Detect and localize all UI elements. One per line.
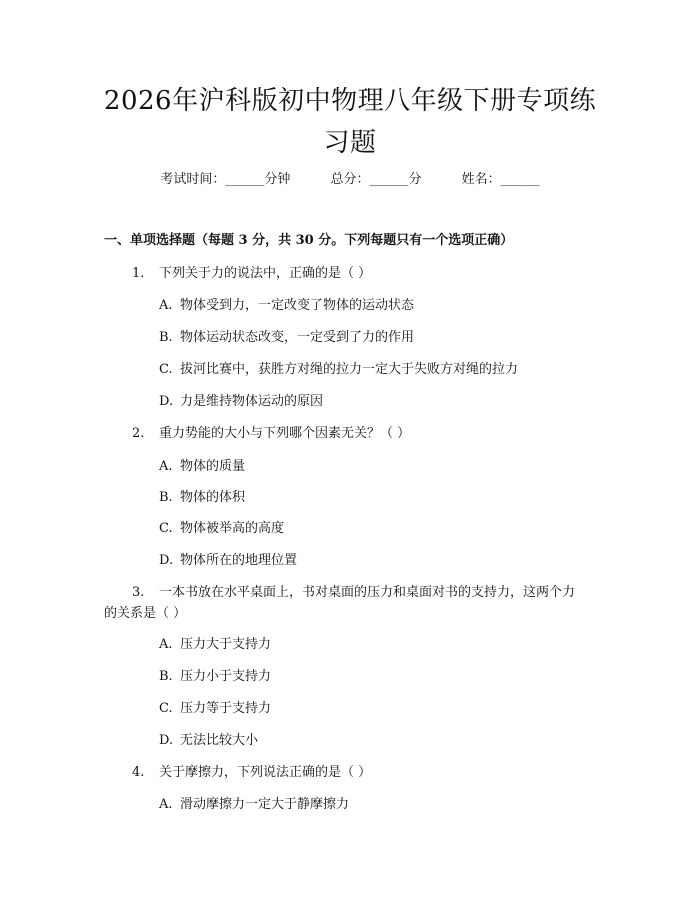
question-4: [132, 761, 371, 780]
question-2-option-d: [159, 549, 297, 568]
option-letter: D.: [159, 733, 174, 748]
option-letter: A.: [159, 637, 173, 652]
question-3-option-b: [159, 665, 271, 684]
option-text: 压力小于支持力: [180, 669, 272, 684]
option-letter: D.: [159, 394, 174, 409]
option-letter: C.: [159, 362, 173, 377]
exam-time-label: 考试时间：: [160, 172, 226, 187]
option-letter: C.: [159, 521, 173, 536]
question-1-option-b: [159, 326, 414, 345]
option-text: 物体的体积: [180, 490, 246, 505]
total-score-label: 总分：: [330, 172, 370, 187]
question-2: [132, 422, 410, 441]
question-1-option-c: [159, 358, 518, 377]
total-score-field: [330, 168, 421, 187]
question-text: 下列关于力的说法中，正确的是（ ）: [159, 266, 372, 281]
option-letter: A.: [159, 459, 173, 474]
option-text: 无法比较大小: [180, 733, 259, 748]
question-2-option-b: [159, 486, 245, 505]
page-title: 2026年沪科版初中物理八年级下册专项练习题: [103, 86, 597, 158]
question-4-option-a: [159, 793, 349, 812]
option-letter: B.: [159, 669, 173, 684]
question-1: [132, 262, 371, 281]
option-text: 物体受到力，一定改变了物体的运动状态: [180, 298, 415, 313]
option-text: 压力等于支持力: [180, 701, 272, 716]
option-letter: A.: [159, 298, 173, 313]
name-label: 姓名：: [461, 172, 501, 187]
option-letter: D.: [159, 553, 174, 568]
option-letter: B.: [159, 330, 173, 345]
question-text: 一本书放在水平桌面上，书对桌面的压力和桌面对书的支持力，这两个力: [159, 585, 576, 600]
option-letter: B.: [159, 490, 173, 505]
option-text: 压力大于支持力: [180, 637, 272, 652]
question-text: 关于摩擦力，下列说法正确的是（ ）: [159, 765, 372, 780]
option-text: 物体的质量: [180, 459, 246, 474]
option-letter: A.: [159, 797, 173, 812]
question-1-option-d: [159, 390, 323, 409]
total-score-blank: ______: [369, 172, 409, 187]
option-text: 物体运动状态改变，一定受到了力的作用: [180, 330, 415, 345]
question-2-option-c: [159, 517, 284, 536]
option-text: 力是维持物体运动的原因: [180, 394, 324, 409]
question-number: 3.: [132, 585, 145, 600]
name-blank: ______: [500, 172, 540, 187]
question-number: 4.: [132, 765, 145, 780]
question-3-option-d: [159, 729, 258, 748]
exam-time-blank: ______: [225, 172, 265, 187]
exam-info-row: [0, 168, 700, 187]
question-3-option-c: [159, 697, 271, 716]
question-text: 重力势能的大小与下列哪个因素无关？（ ）: [159, 426, 411, 441]
option-text: 物体被举高的高度: [180, 521, 285, 536]
question-3: [132, 581, 575, 600]
question-2-option-a: [159, 455, 245, 474]
question-3-option-a: [159, 633, 271, 652]
option-text: 拔河比赛中，获胜方对绳的拉力一定大于失败方对绳的拉力: [180, 362, 519, 377]
option-letter: C.: [159, 701, 173, 716]
exam-time-field: [160, 168, 290, 187]
exam-time-unit: 分钟: [264, 172, 291, 187]
question-1-option-a: [159, 294, 414, 313]
question-number: 2.: [132, 426, 145, 441]
question-number: 1.: [132, 266, 145, 281]
name-field: [462, 168, 540, 187]
option-text: 物体所在的地理位置: [180, 553, 298, 568]
question-3-continuation: 的关系是（ ）: [104, 606, 187, 621]
option-text: 滑动摩擦力一定大于静摩擦力: [180, 797, 350, 812]
section-heading: 一、单项选择题（每题 3 分，共 30 分。下列每题只有一个选项正确）: [104, 233, 514, 248]
total-score-unit: 分: [408, 172, 422, 187]
